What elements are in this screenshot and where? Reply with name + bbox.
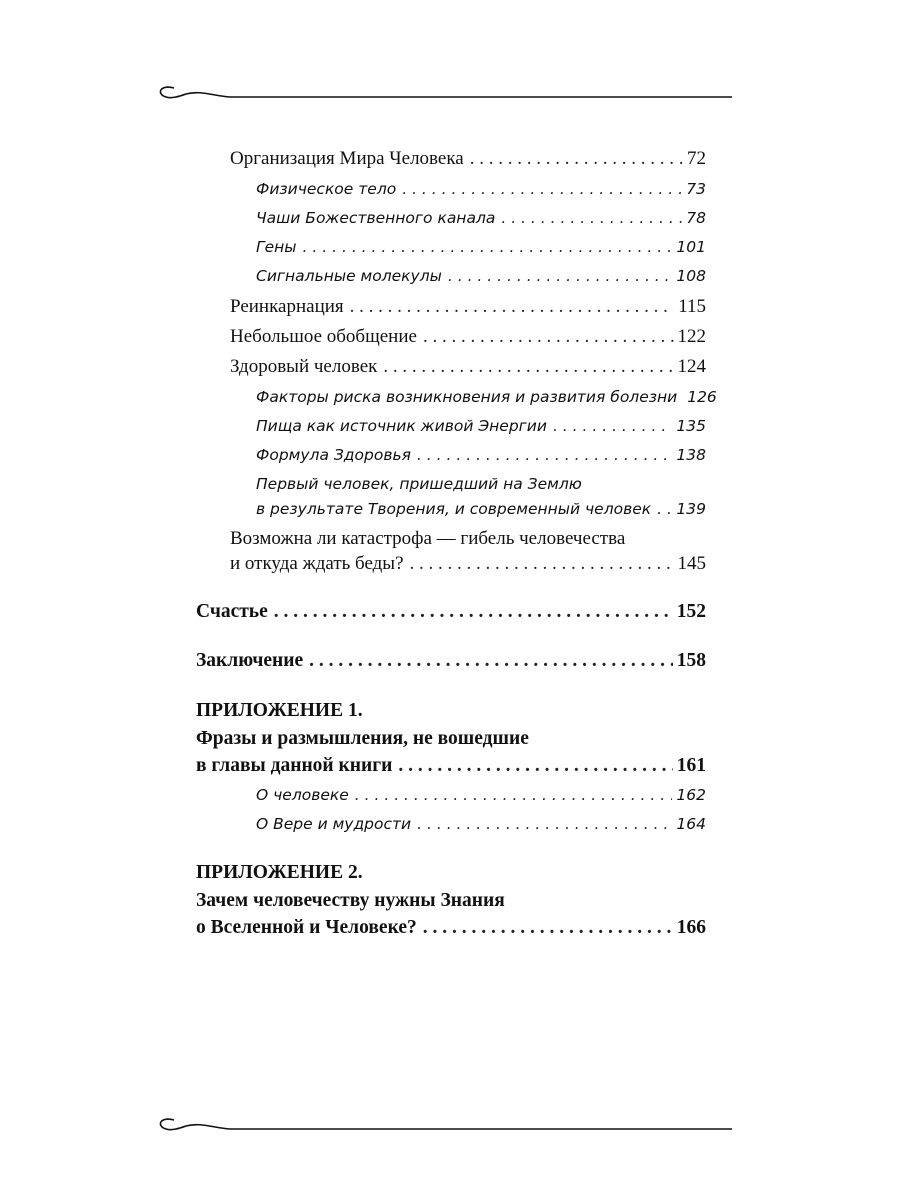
toc-subentry[interactable] [256, 180, 706, 198]
appendix-title-line1: Зачем человечеству нужны Знания [196, 890, 505, 911]
dot-leader [423, 326, 674, 348]
dot-leader [423, 917, 673, 939]
toc-page-number: 72 [687, 148, 706, 169]
toc-entry-title: Факторы риска возникновения и развития болезни [256, 388, 678, 406]
toc-page-number: 108 [676, 267, 706, 285]
toc-page-number: 101 [676, 238, 706, 256]
dot-leader [417, 815, 672, 833]
toc-entry-title: О человеке [256, 786, 349, 804]
toc-subentry-line1: Первый человек, пришедший на Землю [256, 475, 582, 493]
toc-chapter[interactable] [196, 755, 706, 777]
toc-subentry[interactable] [256, 500, 706, 518]
appendix-heading: ПРИЛОЖЕНИЕ 1. [196, 700, 363, 721]
toc-entry[interactable] [230, 296, 706, 318]
dot-leader [383, 356, 673, 378]
appendix-heading: ПРИЛОЖЕНИЕ 2. [196, 862, 363, 883]
toc-entry-title: Гены [256, 238, 297, 256]
toc-page-number: 115 [678, 296, 706, 317]
toc-entry-title: Организация Мира Человека [230, 148, 464, 169]
toc-entry-title: Счастье [196, 601, 268, 622]
dot-leader [410, 553, 674, 575]
toc-entry-line1: Возможна ли катастрофа — гибель человечества [230, 528, 626, 549]
toc-entry-title: Формула Здоровья [256, 446, 411, 464]
toc-page-number: 124 [677, 356, 706, 377]
toc-page-number: 166 [676, 917, 706, 938]
toc-subentry[interactable] [256, 238, 706, 256]
toc-page-number: 78 [686, 209, 706, 227]
toc-entry-title: в главы данной книги [196, 755, 393, 776]
toc-page-number: 139 [676, 500, 706, 518]
toc-entry-title: Реинкарнация [230, 296, 344, 317]
toc-subentry[interactable] [256, 446, 706, 464]
toc-chapter[interactable] [196, 650, 706, 672]
dot-leader [448, 267, 673, 285]
toc-page-number: 161 [676, 755, 706, 776]
toc-entry-title: и откуда ждать беды? [230, 553, 404, 574]
toc-page-number: 164 [676, 815, 706, 833]
appendix-title-line1: Фразы и размышления, не вошедшие [196, 728, 529, 749]
toc-page-number: 138 [676, 446, 706, 464]
dot-leader [553, 417, 672, 435]
dot-leader [309, 650, 673, 672]
toc-entry[interactable] [230, 148, 706, 170]
dot-leader [417, 446, 672, 464]
dot-leader [402, 180, 682, 198]
dot-leader [355, 786, 673, 804]
dot-leader [274, 601, 673, 623]
toc-entry-title: Чаши Божественного канала [256, 209, 496, 227]
toc-subentry[interactable] [256, 417, 706, 435]
toc-entry-title: Небольшое обобщение [230, 326, 417, 347]
toc-subentry[interactable] [256, 815, 706, 833]
toc-entry-title: в результате Творения, и современный человек [256, 500, 652, 518]
dot-leader [303, 238, 673, 256]
dot-leader [350, 296, 675, 318]
toc-entry[interactable] [230, 553, 706, 575]
toc-chapter[interactable] [196, 917, 706, 939]
toc-entry-title: Сигнальные молекулы [256, 267, 442, 285]
toc-entry-title: Здоровый человек [230, 356, 378, 377]
toc-page-number: 162 [676, 786, 706, 804]
toc-subentry[interactable] [256, 267, 706, 285]
toc-entry-title: О Вере и мудрости [256, 815, 412, 833]
dot-leader [657, 500, 672, 518]
toc-page-number: 122 [677, 326, 706, 347]
dot-leader [398, 755, 672, 777]
toc-page-number: 158 [676, 650, 706, 671]
toc-subentry[interactable] [256, 388, 717, 406]
toc-entry-title: Пища как источник живой Энергии [256, 417, 547, 435]
toc-page-number: 73 [686, 180, 706, 198]
toc-subentry[interactable] [256, 209, 706, 227]
dot-leader [470, 148, 683, 170]
toc-subentry[interactable] [256, 786, 706, 804]
toc-page-number: 145 [677, 553, 706, 574]
toc-chapter[interactable] [196, 601, 706, 623]
toc-entry[interactable] [230, 356, 706, 378]
bottom-ornament-rule [152, 1112, 732, 1140]
toc-page-number: 152 [676, 601, 706, 622]
toc-entry-title: о Вселенной и Человеке? [196, 917, 417, 938]
dot-leader [501, 209, 682, 227]
toc-page-number: 126 [687, 388, 717, 406]
toc-entry[interactable] [230, 326, 706, 348]
toc-page-number: 135 [676, 417, 706, 435]
toc-entry-title: Заключение [196, 650, 304, 671]
toc-entry-title: Физическое тело [256, 180, 397, 198]
